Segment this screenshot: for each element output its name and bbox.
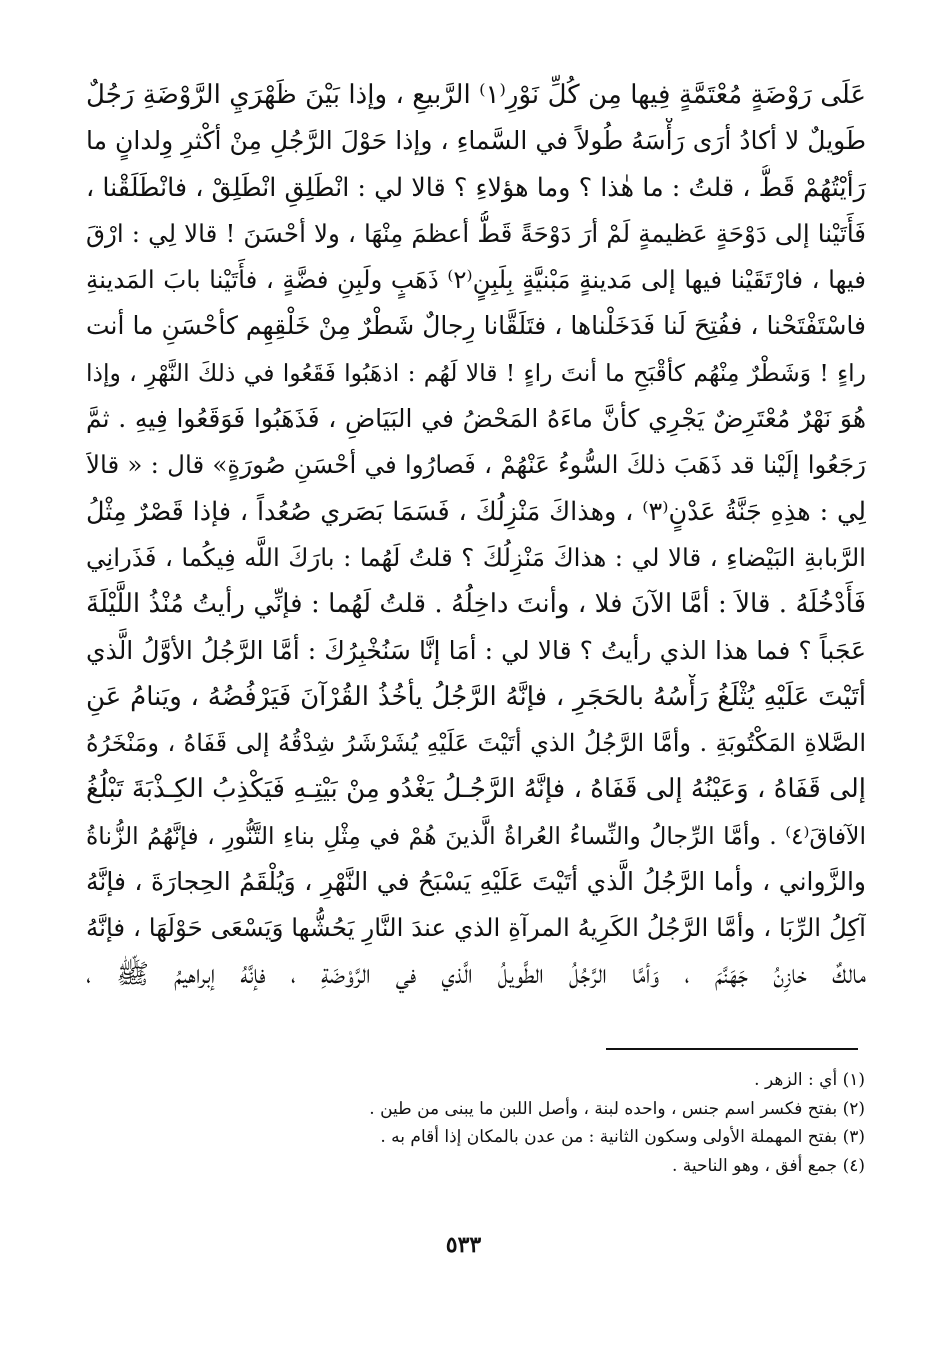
text-line-19: آكِلُ الرِّبَا ، وأمَّا الرَّجُلُ الكَرِيهُ المرآةِ الذي عندَ النَّارِ يَحُشُّها وَيَسْعَى حَوْلَهَا ، فإنَّهُ <box>86 913 866 943</box>
text-line-15: الصَّلاةِ المَكْتُوبَةِ . وأمَّا الرَّجُلُ الذي أتَيْتَ عَلَيْهِ يُشَرْشَرُ شِدْقُهُ إلى قَفَاهُ ، ومَنْخَرُهُ <box>86 729 866 758</box>
text-line-17: الآفاقَ⁽٤⁾ . وأمَّا الرِّجالُ والنِّساءُ العُراةُ الَّذينَ هُمْ في مِثْلِ بناءِ التَّنُّورِ ، فإنَّهُمُ الزُّناةُ <box>86 821 866 850</box>
text-line-13: عَجَباً ؟ فما هذا الذي رأيتُ ؟ قالا لي : أمَا إنَّا سَنُخْبِرُكَ : أمَّا الرَّجُلُ الأوَّلُ الَّذي <box>86 635 866 665</box>
text-line-6: فاسْتَفْتَحْنا ، ففُتِحَ لَنا فَدَخَلْناها ، فتَلَقَّانا رِجالٌ شَطْرٌ مِنْ خَلْقِهِم كأحْسَنِ ما أنت <box>86 311 866 341</box>
footnote-1: (١) أي : الزهر . <box>754 1070 865 1090</box>
text-line-7: راءٍ ! وَشَطْرٌ مِنْهُم كأقْبَحِ ما أنتَ راءٍ ! قالا لَهُم : اذهَبُوا فَقَعُوا في ذلكَ النَّهْرِ ، وإذا <box>86 358 866 387</box>
text-line-8: هُوَ نَهْرٌ مُعْتَرِضٌ يَجْرِي كأنَّ ماءَهُ المَحْضُ في البَيَاضِ ، فَذَهَبُوا فَوَقَعُوا فِيهِ . ثمَّ <box>86 404 866 434</box>
text-line-12: فَأَدْخُلَهُ . قالاَ : أمَّا الآنَ فلا ، وأنتَ داخِلُهُ . قلتُ لَهُما : فإنِّي رأيتُ مُنْذُ اللَّيْلَةَ <box>86 589 866 620</box>
page-number: ٥٣٣ <box>445 1232 482 1258</box>
text-line-9: رَجَعُوا إلَيْنا قد ذَهَبَ ذلكَ السُّوءُ عَنْهُمْ ، فَصارُوا في أحْسَنِ صُورَةٍ» قال : « قالاَ <box>86 450 866 480</box>
footnote-2: (٢) بفتح فكسر اسم جنس ، واحده لبنة ، وأصل اللبن ما يبنى من طين . <box>369 1098 865 1119</box>
text-line-16: إلى قَفَاهُ ، وَعَيْنُهُ إلى قَفَاهُ ، فإنَّهُ الرَّجُـلُ يَغْدُو مِنْ بَيْتِـهِ فَيَكْذِبُ الكِـذْبَةَ تَبْلُغُ <box>86 774 866 805</box>
text-line-10: لِي : هذِهِ جَنَّةُ عَدْنٍ⁽٣⁾ ، وهذاكَ مَنْزِلُكَ ، فَسَمَا بَصَري صُعُداً ، فإذا قَصْرٌ مِثْلُ <box>86 496 866 527</box>
text-line-11: الرَّبابةِ البَيْضاءِ ، قالا لي : هذاكَ مَنْزِلُكَ ؟ قلتُ لَهُما : بارَكَ اللَّه فِيكُما ، فَذَرانِي <box>86 542 866 572</box>
text-line-4: فَأَتَيْنا إلى دَوْحَةٍ عَظيمةٍ لَمْ أرَ دَوْحَةً قَطُّ أعظمَ مِنْهَا ، ولا أحْسَنَ ! قالا لِي : ارْقَ <box>86 218 866 248</box>
footnote-separator <box>606 1048 858 1050</box>
footnote-3: (٣) بفتح المهملة الأولى وسكون الثانية : من عدن بالمكان إذا أقام به . <box>380 1127 865 1147</box>
text-line-3: رَأيْتُهُمْ قَطُّ ، قلتُ : ما هٰذا ؟ وما هؤلاءِ ؟ قالا لي : انْطَلِقِ انْطَلِقْ ، فانْطَلَقْنا ، <box>86 172 866 203</box>
text-line-5: فيها ، فارْتَقَيْنا فيها إلى مَدينةٍ مَبْنيَّةٍ بِلَبِنٍ⁽٢⁾ ذَهَبٍ ولَبِنِ فضَّةٍ ، فأَتَيْنا بابَ المَدينةِ <box>86 265 866 295</box>
main-text <box>86 72 866 998</box>
footnote-4: (٤) جمع أفق ، وهو الناحية . <box>671 1155 865 1176</box>
text-line-20: مالكٌ خازِنُ جَهَنَّمَ ، وَأمَّا الرَّجُلُ الطَّويلُ الَّذي في الرَّوْضَةِ ، فإنَّهُ إبراهيمُ ﷺ ، <box>86 958 866 990</box>
text-line-14: أتَيْتَ عَلَيْهِ يُثْلَغُ رَأْسُهُ بالحَجَرِ ، فإنَّهُ الرَّجُلُ يأخُذُ القُرْآنَ فَيَرْفُضُهُ ، ويَنامُ عَنِ <box>86 681 866 712</box>
text-line-18: والزَّواني ، وأما الرَّجُلُ الَّذي أتَيْتَ عَلَيْهِ يَسْبَحُ في النَّهْرِ ، وَيُلْقَمُ الحِجارَةَ ، فإنَّهُ <box>86 867 866 897</box>
text-line-2: طَويلٌ لا أكادُ أرَى رَأْسَهُ طُولاً في السَّماءِ ، وإذا حَوْلَ الرَّجُلِ مِنْ أكْثرِ وِلدانٍ ما <box>86 126 866 156</box>
footnotes <box>120 1066 865 1180</box>
text-line-1: عَلَى رَوْضَةٍ مُعْتَمَّةٍ فِيها مِن كُلِّ نَوْرِ⁽١⁾ الرَّبيعِ ، وإذا بَيْنَ ظَهْرَيِ الرَّوْضَةِ رَجُلٌ <box>86 80 866 110</box>
